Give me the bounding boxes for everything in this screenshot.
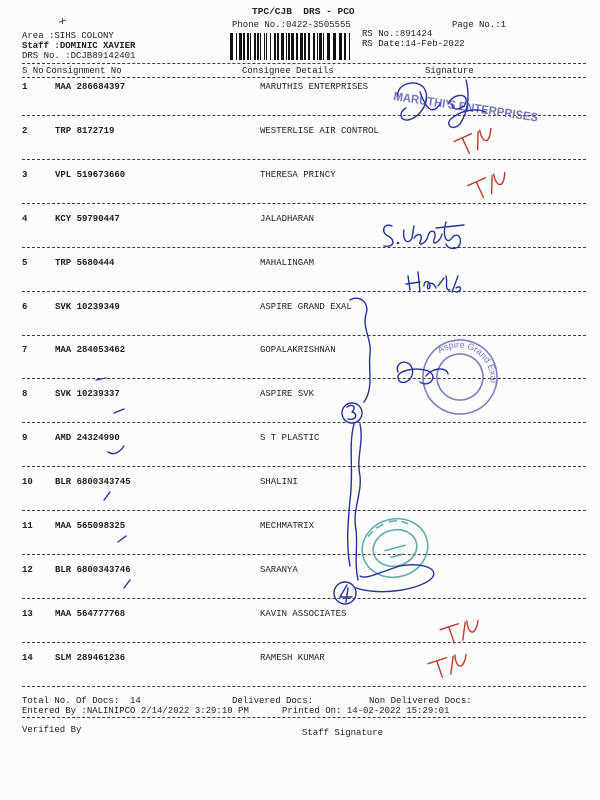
row-consignment-no: SVK 10239337 <box>55 389 120 400</box>
row-sno: 5 <box>22 257 28 268</box>
row-sno: 10 <box>22 477 33 488</box>
maruthi-stamp-text: MARUTHI'S ENTERPRISES <box>392 89 548 126</box>
row-sno: 9 <box>22 433 28 444</box>
rs-number-label: RS No.: <box>362 29 400 39</box>
row-consignment-no: MAA 284053462 <box>55 345 126 356</box>
row-sno: 13 <box>22 608 33 619</box>
row-consignee: RAMESH KUMAR <box>260 652 325 663</box>
row-consignee: MECHMATRIX <box>260 521 315 531</box>
row-sno: 8 <box>22 389 28 400</box>
table-row <box>0 653 600 663</box>
row-sno: 1 <box>22 82 28 92</box>
non-delivered-docs: Non Delivered Docs: <box>369 696 472 706</box>
row-consignee: KAVIN ASSOCIATES <box>260 608 347 619</box>
entered-by <box>22 706 249 716</box>
page-value: 1 <box>500 20 507 30</box>
row-divider <box>22 554 586 555</box>
table-row <box>0 126 600 136</box>
row-consignee: GOPALAKRISHNAN <box>260 345 336 356</box>
total-docs <box>22 696 141 706</box>
row-consignment-no: BLR 6800343746 <box>55 564 131 575</box>
total-docs-label: Total No. Of Docs: <box>22 696 120 706</box>
row-consignment-no: KCY 59790447 <box>55 213 120 224</box>
document-title: TPC/CJB DRS - PCO <box>252 6 355 17</box>
row-divider <box>22 115 586 116</box>
table-row <box>0 214 600 224</box>
row-sno: 6 <box>22 301 28 312</box>
table-row <box>0 389 600 399</box>
row-sno: 7 <box>22 345 28 356</box>
entered-by-label: Entered By : <box>22 706 87 716</box>
table-row <box>0 170 600 180</box>
rs-number-value: 891424 <box>399 29 433 39</box>
row-divider <box>22 598 586 599</box>
row-consignment-no: TRP 5680444 <box>55 257 115 268</box>
row-consignment-no: SLM 289461236 <box>55 652 126 663</box>
row-divider <box>22 159 586 160</box>
rs-date-value: 14-Feb-2022 <box>405 39 465 49</box>
footer-divider <box>22 717 586 718</box>
row-consignee: ASPIRE GRAND EXAL <box>260 301 352 312</box>
row-sno: 14 <box>22 652 33 663</box>
column-header-consignee: Consignee Details <box>242 66 334 76</box>
area-value: SIHS COLONY <box>54 31 114 41</box>
row-sno: 4 <box>22 213 28 224</box>
row-consignee: ASPIRE SVK <box>260 389 315 400</box>
table-row <box>0 82 600 92</box>
row-consignee: MARUTHIS ENTERPRISES <box>260 82 369 92</box>
row-divider <box>22 247 586 248</box>
row-consignee: THERESA PRINCY <box>260 169 336 180</box>
rs-date-label: RS Date: <box>362 39 406 49</box>
row-divider <box>22 466 586 467</box>
table-row <box>0 565 600 575</box>
row-sno: 12 <box>22 564 33 575</box>
row-consignment-no: BLR 6800343745 <box>55 477 131 488</box>
row-consignee: SHALINI <box>260 477 298 488</box>
table-row <box>0 345 600 355</box>
row-divider <box>22 510 586 511</box>
staff-label: Staff : <box>22 41 60 51</box>
phone-value: 0422-3505555 <box>286 20 351 30</box>
verified-by: Verified By <box>22 725 82 735</box>
row-consignment-no: TRP 8172719 <box>55 125 115 136</box>
column-header-sno: S No <box>22 66 44 76</box>
printed-on <box>282 706 449 716</box>
row-consignee: JALADHARAN <box>260 213 315 224</box>
row-consignee: MAHALINGAM <box>260 257 315 268</box>
row-divider <box>22 686 586 687</box>
table-row <box>0 302 600 312</box>
table-row <box>0 433 600 443</box>
row-divider <box>22 642 586 643</box>
printed-on-value: 14-02-2022 15:29:01 <box>346 706 450 716</box>
row-consignment-no: MAA 564777768 <box>55 608 126 619</box>
row-divider <box>22 203 586 204</box>
delivered-docs: Delivered Docs: <box>232 696 314 706</box>
table-row <box>0 258 600 268</box>
staff-value: DOMINIC XAVIER <box>59 41 136 51</box>
row-sno: 2 <box>22 125 28 136</box>
aspire-stamp-text: Aspire Grand Exal <box>435 339 499 384</box>
row-consignment-no: MAA 286684397 <box>55 82 126 92</box>
drs-value: DCJB89142401 <box>70 51 136 61</box>
table-row <box>0 477 600 487</box>
column-header-consignment: Consignment No <box>46 66 122 76</box>
row-consignee: S T PLASTIC <box>260 433 320 444</box>
row-divider <box>22 291 586 292</box>
page-label: Page No.: <box>452 20 501 30</box>
row-sno: 3 <box>22 169 28 180</box>
row-divider <box>22 422 586 423</box>
row-consignee: WESTERLISE AIR CONTROL <box>260 125 379 136</box>
table-row <box>0 609 600 619</box>
drs-label: DRS No. : <box>22 51 71 61</box>
row-consignee: SARANYA <box>260 564 298 575</box>
entered-by-value: NALINIPCO 2/14/2022 3:29:10 PM <box>86 706 249 716</box>
phone-label: Phone No.: <box>232 20 287 30</box>
row-consignment-no: VPL 519673660 <box>55 169 126 180</box>
row-consignment-no: SVK 10239349 <box>55 301 120 312</box>
printed-on-label: Printed On: <box>282 706 342 716</box>
area-label: Area : <box>22 31 55 41</box>
row-divider <box>22 378 586 379</box>
staff-signature-label: Staff Signature <box>302 728 384 738</box>
row-divider <box>22 335 586 336</box>
column-header-signature: Signature <box>425 66 474 76</box>
row-consignment-no: MAA 565098325 <box>55 521 126 531</box>
table-row <box>0 521 600 531</box>
row-consignment-no: AMD 24324990 <box>55 433 120 444</box>
row-sno: 11 <box>22 521 33 531</box>
total-docs-value: 14 <box>130 696 141 706</box>
